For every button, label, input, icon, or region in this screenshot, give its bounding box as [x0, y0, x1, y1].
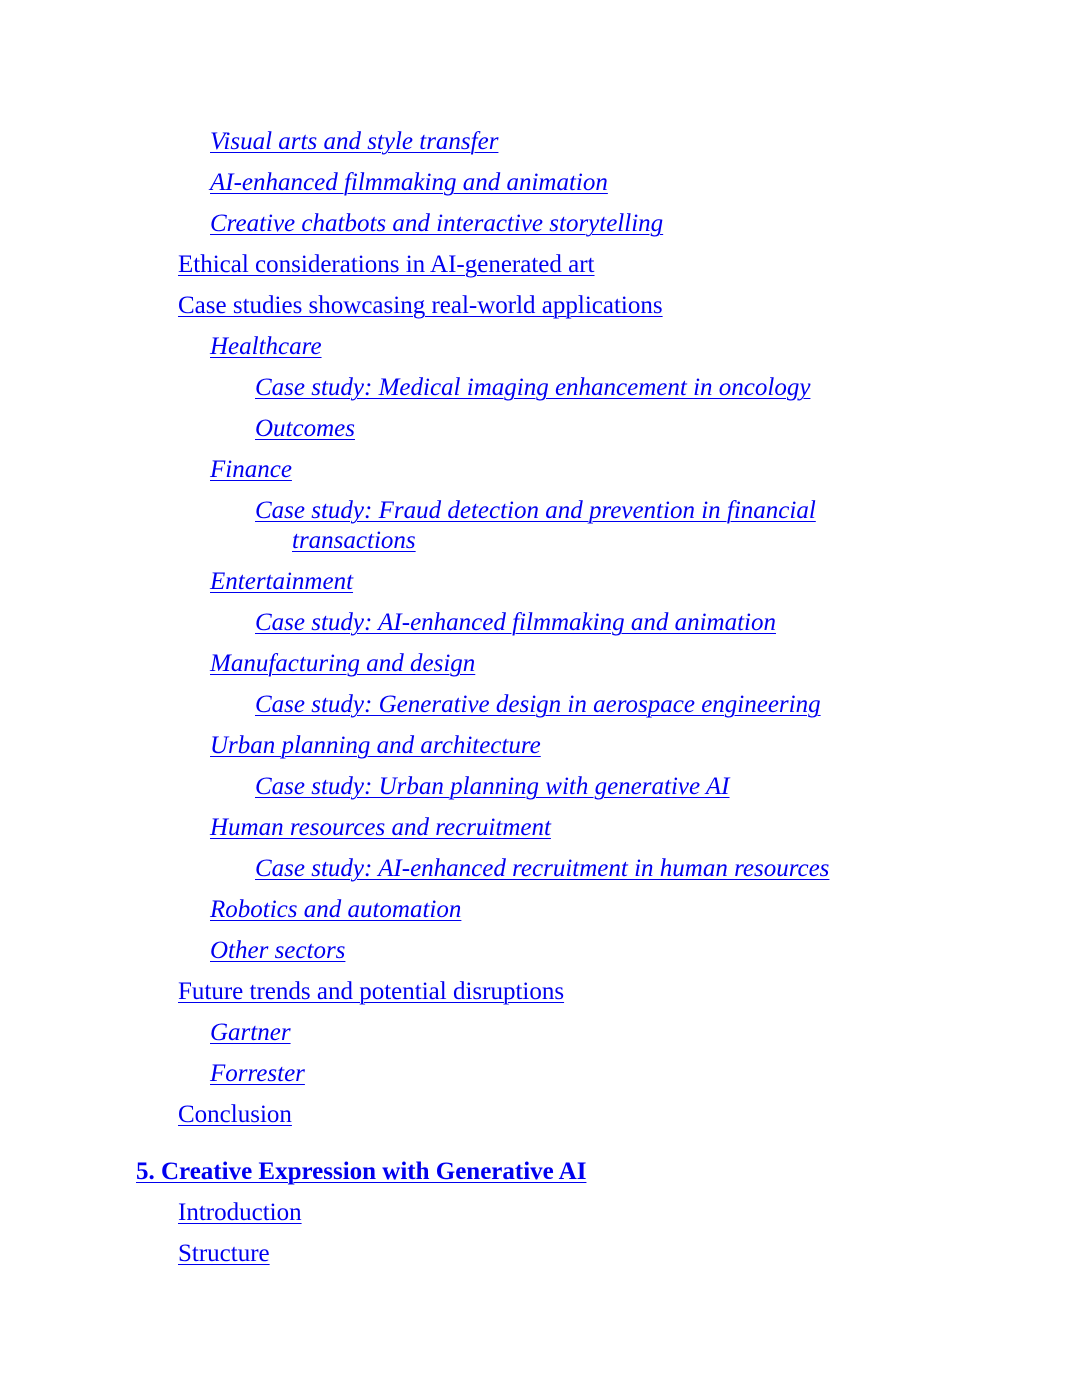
toc-link-future-trends[interactable]: Future trends and potential disruptions — [178, 978, 565, 1005]
toc-link-robotics[interactable]: Robotics and automation — [210, 896, 462, 923]
toc-link-forrester[interactable]: Forrester — [210, 1060, 305, 1087]
toc-link-case-urban[interactable]: Case study: Urban planning with generative AI — [255, 773, 730, 800]
toc-link-outcomes[interactable]: Outcomes — [255, 415, 355, 442]
toc-link-structure[interactable]: Structure — [178, 1240, 270, 1267]
toc-link-urban-planning[interactable]: Urban planning and architecture — [210, 732, 541, 759]
toc-link-other-sectors[interactable]: Other sectors — [210, 937, 346, 964]
toc-link-introduction[interactable]: Introduction — [178, 1199, 302, 1226]
toc-link-case-aerospace[interactable]: Case study: Generative design in aerospace engineering — [255, 691, 821, 718]
toc-link-case-studies[interactable]: Case studies showcasing real-world applications — [178, 292, 663, 319]
toc-link-case-fraud-detection[interactable] — [255, 496, 816, 556]
toc-link-gartner[interactable]: Gartner — [210, 1019, 291, 1046]
toc-link-visual-arts[interactable]: Visual arts and style transfer — [210, 128, 499, 155]
toc-link-manufacturing[interactable]: Manufacturing and design — [210, 650, 476, 677]
toc-link-ai-filmmaking[interactable]: AI-enhanced filmmaking and animation — [210, 169, 608, 196]
toc-link-case-filmmaking[interactable]: Case study: AI-enhanced filmmaking and animation — [255, 609, 776, 636]
toc-link-healthcare[interactable]: Healthcare — [210, 333, 322, 360]
toc-link-case-recruitment[interactable]: Case study: AI-enhanced recruitment in human resources — [255, 855, 830, 882]
toc-link-ethical-considerations[interactable]: Ethical considerations in AI-generated art — [178, 251, 595, 278]
toc-link-creative-chatbots[interactable]: Creative chatbots and interactive storytelling — [210, 210, 664, 237]
toc-link-conclusion[interactable]: Conclusion — [178, 1101, 292, 1128]
toc-link-chapter-5[interactable]: 5. Creative Expression with Generative AI — [136, 1158, 587, 1185]
toc-link-finance[interactable]: Finance — [210, 456, 292, 483]
toc-link-entertainment[interactable]: Entertainment — [210, 568, 354, 595]
toc-link-case-fraud-line1: Case study: Fraud detection and prevention in financial — [255, 497, 816, 524]
toc-link-case-fraud-line2: transactions — [292, 527, 416, 554]
toc-link-human-resources[interactable]: Human resources and recruitment — [210, 814, 551, 841]
toc-link-case-medical-imaging[interactable]: Case study: Medical imaging enhancement in oncology — [255, 374, 811, 401]
